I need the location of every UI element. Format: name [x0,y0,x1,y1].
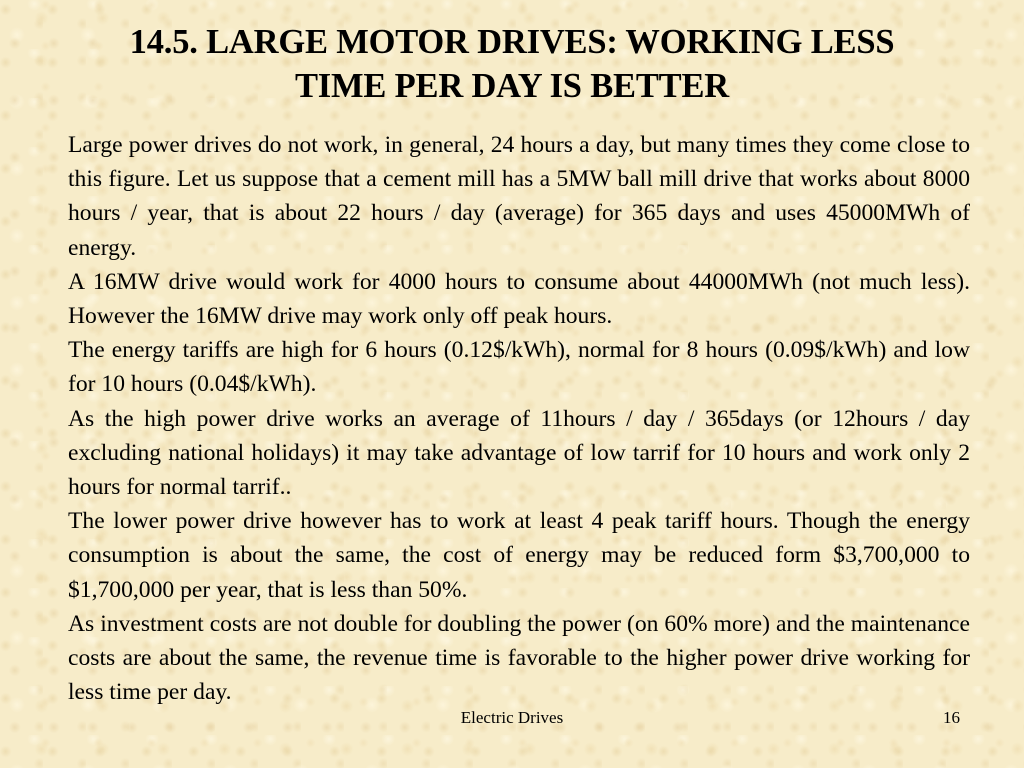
body-paragraph: The energy tariffs are high for 6 hours (0.12$/kWh), normal for 8 hours (0.09$/kWh) and low for 10 hours (0.04$/kWh). [68,337,970,398]
slide-title-line-2: TIME PER DAY IS BETTER [295,67,729,105]
page-number: 16 [943,708,960,727]
footer-title: Electric Drives [460,708,564,727]
slide-title [40,20,984,108]
body-paragraph: Large power drives do not work, in general, 24 hours a day, but many times they come close to this figure. Let us suppose that a cement mill has a 5MW ball mill drive that works about 8000 hours / year, that is about 22 hours / day (average) for 365 days and uses 45000MWh of energy. [68,132,970,261]
body-paragraph: A 16MW drive would work for 4000 hours to consume about 44000MWh (not much less). However the 16MW drive may work only off peak hours. [68,268,970,330]
slide-body [68,128,970,709]
slide-title-line-1: 14.5. LARGE MOTOR DRIVES: WORKING LESS [129,23,895,61]
body-paragraph: The lower power drive however has to work at least 4 peak tariff hours. Though the energy consumption is about the same, the cost of energy may be reduced form $3,700,000 to $1,700,000 per year, that is less than 50%. [68,508,970,603]
body-paragraph: As the high power drive works an average of 11hours / day / 365days (or 12hours / day excluding national holidays) it may take advantage of low tarrif for 10 hours and work only 2 hours for normal tarrif.. [68,405,970,501]
body-paragraph: As investment costs are not double for doubling the power (on 60% more) and the maintenance costs are about the same, the revenue time is favorable to the higher power drive working for less time per day. [68,610,970,706]
